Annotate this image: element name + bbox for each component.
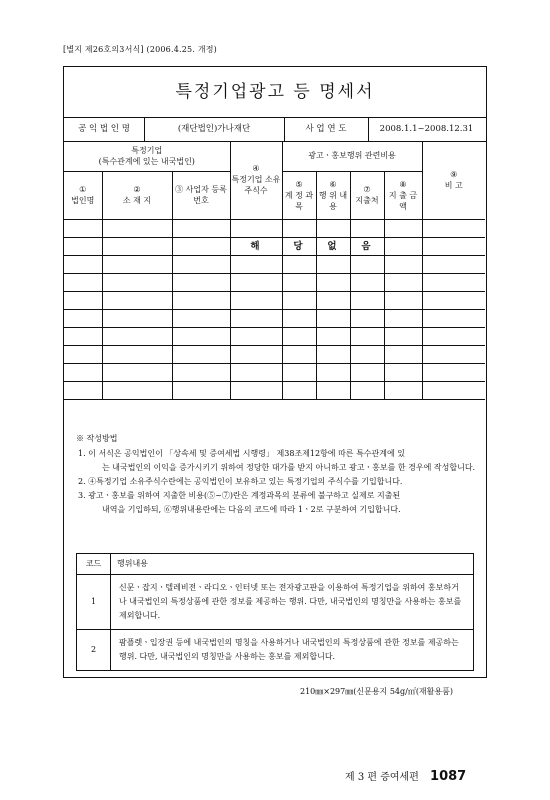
location-col-header: ② 소 재 지 bbox=[102, 171, 172, 219]
corp-name-col-header: ① 법인명 bbox=[64, 171, 102, 219]
instructions bbox=[76, 432, 476, 517]
account-col-header: ⑤ 계 정 과 목 bbox=[282, 171, 316, 219]
code-description: 신문ㆍ잡지ㆍ텔레비전ㆍ라디오ㆍ인터넷 또는 전자광고판을 이용하여 특정기업을 위하여 홍보하거나 내국법인의 특정상품에 관한 정보를 제공하는 행위. 다만, 내국법인의 명칭만을 사용하는 홍보를 제외합니다. bbox=[111, 575, 474, 630]
table-row bbox=[64, 219, 485, 237]
company-ad-table bbox=[64, 141, 485, 400]
table-row bbox=[64, 255, 485, 273]
fiscal-year-value: 2008.1.1~2008.12.31 bbox=[379, 124, 474, 134]
code-value: 1 bbox=[77, 575, 111, 630]
not-applicable-text: 당 bbox=[282, 237, 316, 255]
table-row bbox=[64, 363, 485, 381]
shares-held-header: ④ 특정기업 소유주식수 bbox=[230, 141, 282, 219]
table-row bbox=[64, 291, 485, 309]
instruction-item: 2. ④특정기업 소유주식수란에는 공익법인이 보유하고 있는 특정기업의 주식수를 기입합니다. bbox=[78, 477, 403, 486]
activity-code-table bbox=[76, 553, 474, 671]
corp-name-value: (재단법인)가나재단 bbox=[177, 124, 251, 134]
info-row bbox=[64, 117, 486, 142]
page-number: 1087 bbox=[430, 769, 467, 784]
business-number-col-header: ③ 사업자 등록번호 bbox=[172, 171, 230, 219]
payee-col-header: ⑦ 지출처 bbox=[350, 171, 384, 219]
table-row bbox=[64, 327, 485, 345]
table-row bbox=[64, 237, 485, 255]
code-description: 팜플렛ㆍ입장권 등에 내국법인의 명칭을 사용하거나 내국법인의 특정상품에 관한 정보를 제공하는 행위. 다만, 내국법인의 명칭만을 사용하는 홍보를 제외합니다. bbox=[111, 630, 474, 671]
table-row bbox=[64, 273, 485, 291]
instruction-item: 3. 광고ㆍ홍보를 위하여 지출한 비용(⑤~⑦)란은 계정과목의 분류에 불구하고 실제로 지출된 내역을 기입하되, ⑥행위내용란에는 다음의 코드에 따라 1ㆍ2로 구분하여 기입합니다. bbox=[78, 491, 401, 514]
table-row bbox=[64, 381, 485, 399]
table-row bbox=[64, 345, 485, 363]
table-row bbox=[64, 309, 485, 327]
not-applicable-text: 해 bbox=[230, 237, 282, 255]
fiscal-year-label: 사 업 연 도 bbox=[305, 124, 347, 134]
remarks-header: ⑨ 비 고 bbox=[422, 141, 485, 219]
amount-col-header: ⑧ 지 출 금 액 bbox=[384, 171, 422, 219]
section-label: 제 3 편 증여세편 bbox=[345, 772, 419, 783]
specific-company-header: 특정기업 (특수관계에 있는 내국법인) bbox=[64, 141, 230, 171]
code-col-header: 코드 bbox=[77, 554, 111, 575]
corp-name-label: 공 익 법 인 명 bbox=[78, 124, 130, 134]
instructions-heading: ※ 작성방법 bbox=[76, 434, 118, 443]
not-applicable-text: 음 bbox=[350, 237, 384, 255]
code-row bbox=[77, 630, 474, 671]
ad-costs-header: 광고ㆍ홍보행위 관련비용 bbox=[282, 141, 422, 171]
code-value: 2 bbox=[77, 630, 111, 671]
form-frame bbox=[63, 66, 487, 678]
form-reference: [별지 제26호의3서식] (2006.4.25. 개정) bbox=[63, 45, 217, 54]
activity-desc-col-header: 행위내용 bbox=[111, 554, 474, 575]
instruction-item: 1. 이 서식은 공익법인이 「상속세 및 증여세법 시행령」 제38조제12항에 따른 특수관계에 있 는 내국법인의 이익을 증가시키기 위하여 정당한 대가를 받지 아니하고 광고ㆍ홍보를 한 경우에 작성합니다. bbox=[78, 449, 476, 472]
page-footer bbox=[345, 768, 466, 784]
activity-col-header: ⑥ 행 위 내 용 bbox=[316, 171, 350, 219]
code-row bbox=[77, 575, 474, 630]
paper-spec: 210㎜×297㎜(신문용지 54g/㎡(재활용품) bbox=[300, 687, 453, 696]
form-title: 특정기업광고 등 명세서 bbox=[64, 67, 486, 118]
not-applicable-text: 없 bbox=[316, 237, 350, 255]
